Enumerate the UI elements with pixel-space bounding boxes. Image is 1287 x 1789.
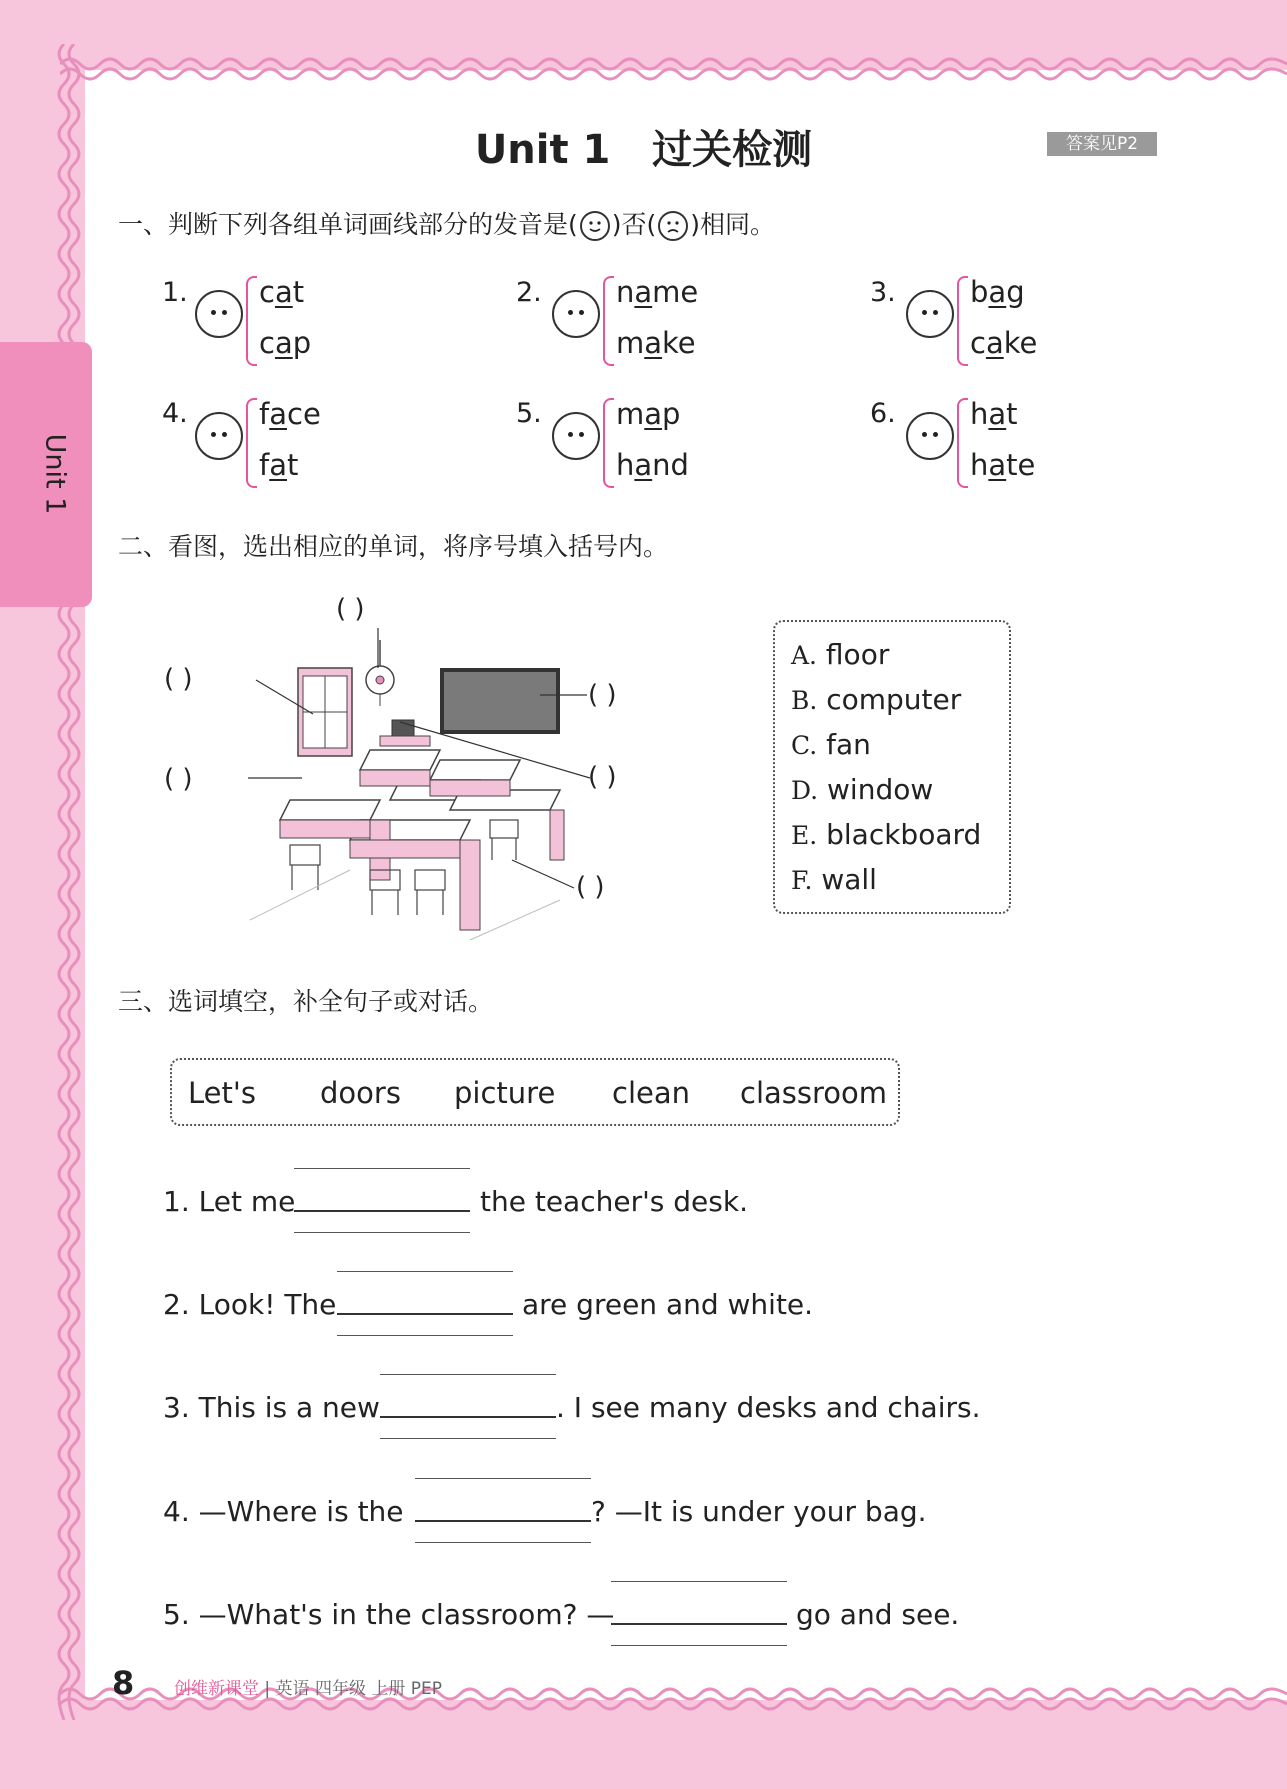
answer-badge: 答案见P2 [1047, 132, 1157, 156]
page-number: 8 [112, 1664, 135, 1702]
word-1: cat [259, 275, 305, 309]
option-item: F. wall [791, 863, 877, 896]
answer-paren[interactable]: ( ) [576, 872, 605, 902]
answer-paren[interactable]: ( ) [164, 664, 193, 694]
section1-title-after: )相同。 [690, 210, 776, 239]
word-2: hand [616, 448, 689, 482]
sentence-5-after: go and see. [796, 1598, 960, 1631]
options-box [773, 620, 1011, 914]
word-2: cap [259, 326, 312, 360]
word-1: face [259, 397, 321, 431]
sentence-4-after: ? —It is under your bag. [591, 1495, 927, 1528]
word-2: make [616, 326, 696, 360]
footer-brand: 创维新课堂 [174, 1679, 259, 1699]
writing-blank[interactable] [380, 1374, 556, 1440]
item-number: 4. [162, 398, 188, 429]
word-2: hate [970, 448, 1036, 482]
item-number: 1. [162, 277, 188, 308]
sentence-4: 4. —Where is the [163, 1495, 404, 1528]
word-2: fat [259, 448, 299, 482]
writing-blank[interactable] [415, 1478, 591, 1544]
answer-paren[interactable]: ( ) [588, 680, 617, 710]
item-number: 3. [870, 277, 896, 308]
word-1: map [616, 397, 681, 431]
item-number: 2. [516, 277, 542, 308]
option-item: C. fan [791, 728, 871, 761]
answer-paren[interactable]: ( ) [588, 762, 617, 792]
sentence-1-after: the teacher's desk. [480, 1185, 748, 1218]
item-number: 6. [870, 398, 896, 429]
section1-title-middle: )否( [611, 210, 657, 239]
answer-paren[interactable]: ( ) [164, 764, 193, 794]
sentence-3: 3. This is a new [163, 1391, 380, 1424]
option-item: E. blackboard [791, 818, 982, 851]
page-title: Unit 1 过关检测 [474, 127, 813, 173]
sentence-5: 5. —What's in the classroom? — [163, 1598, 615, 1631]
option-item: D. window [791, 773, 934, 806]
option-item: A. floor [791, 638, 890, 671]
footer-info: 创维新课堂 | 英语 四年级 上册 PEP [174, 1679, 443, 1699]
word-1: bag [970, 275, 1025, 309]
sentence-1: 1. Let me [163, 1185, 296, 1218]
sentence-3-after: . I see many desks and chairs. [556, 1391, 981, 1424]
unit-tab-label: Unit 1 [39, 433, 71, 515]
word-bank [170, 1058, 900, 1126]
writing-blank[interactable] [294, 1168, 470, 1234]
word-bank-item: doors [320, 1076, 401, 1110]
section1-title-before: 一、判断下列各组单词画线部分的发音是( [118, 210, 578, 239]
footer-details: 英语 四年级 上册 PEP [275, 1679, 443, 1699]
word-bank-item: picture [454, 1076, 556, 1110]
writing-blank[interactable] [337, 1271, 513, 1337]
sentence-2: 2. Look! The [163, 1288, 337, 1321]
section2-title: 二、看图，选出相应的单词，将序号填入括号内。 [118, 532, 669, 561]
option-item: B. computer [791, 683, 962, 716]
word-2: cake [970, 326, 1038, 360]
writing-blank[interactable] [611, 1581, 787, 1647]
item-number: 5. [516, 398, 542, 429]
section3-title: 三、选词填空，补全句子或对话。 [118, 987, 494, 1016]
answer-paren[interactable]: ( ) [336, 594, 365, 624]
word-1: hat [970, 397, 1018, 431]
word-bank-item: Let's [188, 1076, 256, 1110]
word-1: name [616, 275, 699, 309]
word-bank-item: clean [612, 1076, 690, 1110]
sentence-2-after: are green and white. [522, 1288, 814, 1321]
word-bank-item: classroom [740, 1076, 888, 1110]
